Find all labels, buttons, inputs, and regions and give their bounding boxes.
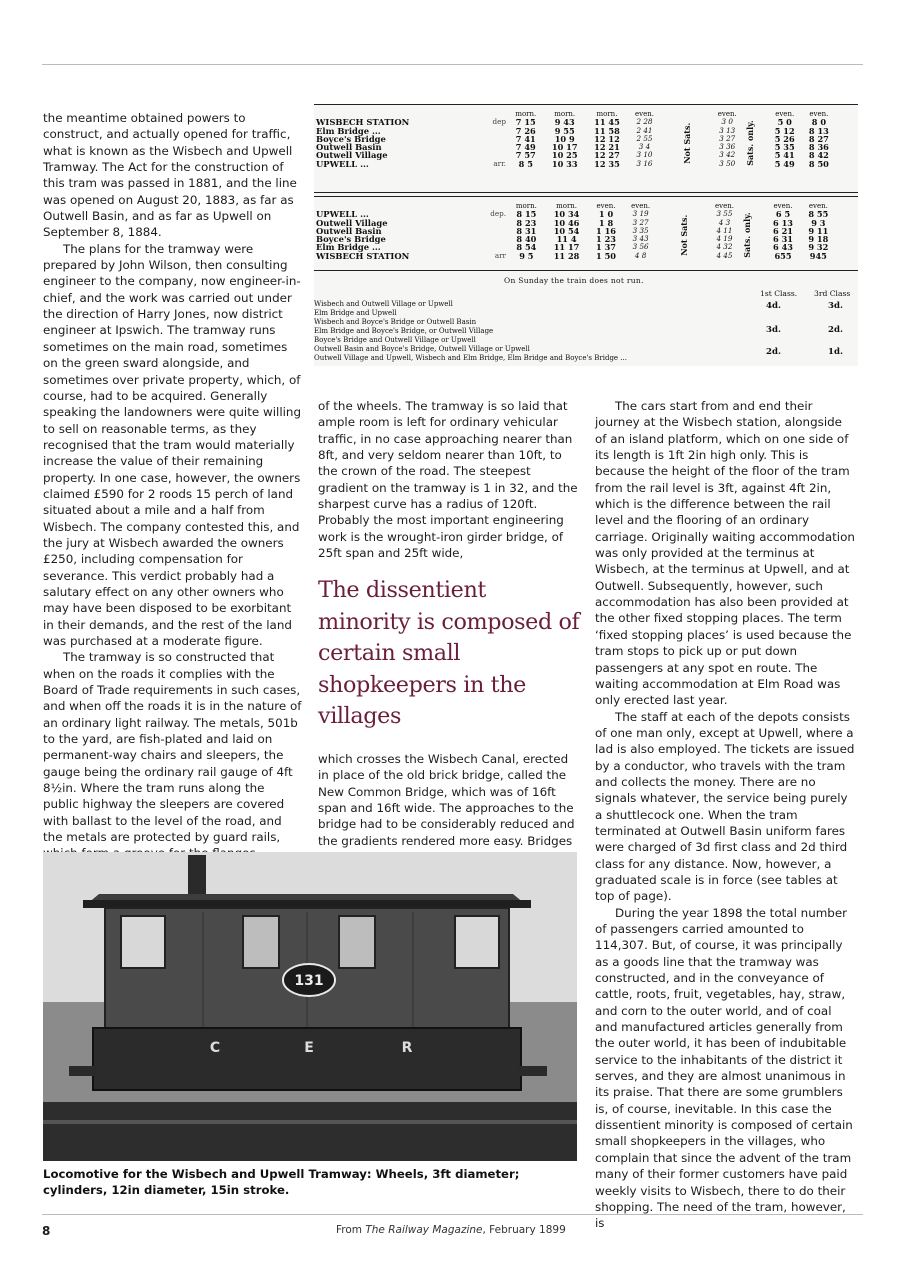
time-cell: 6 43 bbox=[773, 242, 793, 253]
station-name: Boyce's Bridge bbox=[316, 133, 386, 144]
time-cell: 3 27 bbox=[632, 217, 649, 227]
time-cell: 1 23 bbox=[596, 234, 616, 245]
time-cell: 10 46 bbox=[553, 217, 580, 228]
column-header: even. bbox=[596, 202, 616, 210]
time-cell: 6 5 bbox=[775, 209, 791, 220]
not-sats-label: Not Sats. bbox=[678, 214, 689, 256]
time-cell: 3 16 bbox=[636, 158, 653, 168]
header-rule bbox=[42, 64, 863, 65]
column-header: morn. bbox=[596, 110, 618, 118]
time-cell: 8 55 bbox=[808, 209, 829, 220]
dep-arr-mark: arr bbox=[494, 250, 506, 260]
locomotive-illustration bbox=[43, 852, 577, 1161]
time-cell: 4 45 bbox=[716, 250, 733, 260]
time-cell: 7 49 bbox=[515, 142, 536, 153]
source-credit bbox=[336, 1224, 566, 1236]
sats-only-label: Sats. only. bbox=[742, 212, 753, 258]
time-cell: 11 17 bbox=[553, 242, 580, 253]
time-cell: 9 32 bbox=[808, 242, 829, 253]
time-cell: 4 11 bbox=[716, 225, 733, 235]
station-name: UPWELL ... bbox=[316, 158, 369, 169]
not-sats-label: Not Sats. bbox=[681, 122, 692, 164]
column-header: even. bbox=[808, 202, 828, 210]
time-cell: 1 50 bbox=[596, 250, 616, 261]
time-cell: 11 45 bbox=[594, 117, 620, 128]
time-cell: 2 55 bbox=[636, 133, 653, 143]
time-cell: 8 54 bbox=[516, 242, 537, 253]
fare-route: Wisbech and Outwell Village or Upwell bbox=[314, 300, 453, 308]
time-cell: 4 3 bbox=[718, 217, 731, 227]
station-name: Outwell Village bbox=[316, 150, 388, 161]
time-cell: 5 49 bbox=[774, 158, 795, 169]
time-cell: 8 5 bbox=[518, 158, 533, 169]
article-paragraph: of the wheels. The tramway is so laid that ample room is left for ordinary vehicular traffic, in no case approaching nearer than 8ft, and very seldom nearer than 10ft, to the crown of the road. The steepest gradient on the tramway is 1 in 32, and the sharpest curve has a radius of 120ft. Probably the most important engineering work is the wrought-iron girder bridge, of 25ft span and 25ft wide, bbox=[318, 399, 578, 561]
time-cell: 945 bbox=[809, 250, 827, 261]
article-paragraph: which crosses the Wisbech Canal, erected in place of the old brick bridge, called the New Common Bridge, which was of 16ft span and 16ft wide. The approaches to the bridge had to be considerably reduced and the gradients rendered more easy. Bridges bbox=[318, 751, 575, 848]
time-cell: 3 19 bbox=[632, 209, 649, 219]
station-name: Elm Bridge ... bbox=[316, 242, 381, 253]
dep-arr-mark: arr. bbox=[493, 158, 506, 168]
fare-route: Outwell Village and Upwell, Wisbech and Elm Bridge, Elm Bridge and Boyce's Bridge ... bbox=[314, 354, 627, 362]
time-cell: 7 26 bbox=[515, 125, 536, 136]
fare-third: 3d. bbox=[828, 301, 843, 311]
dep-arr-mark bbox=[438, 227, 508, 235]
time-cell: 9 18 bbox=[808, 234, 829, 245]
timetable-row bbox=[314, 252, 858, 260]
lettering-c: C bbox=[209, 1040, 221, 1056]
fare-route: Elm Bridge and Upwell bbox=[314, 309, 397, 317]
time-cell: 3 13 bbox=[719, 125, 736, 135]
time-cell: 5 12 bbox=[774, 125, 795, 136]
footer-rule bbox=[42, 1214, 863, 1215]
station-name: Boyce's Bridge bbox=[316, 234, 386, 245]
dep-arr-mark: dep. bbox=[490, 209, 506, 219]
time-cell: 9 3 bbox=[811, 217, 826, 228]
time-cell: 6 31 bbox=[773, 234, 793, 245]
time-cell: 3 10 bbox=[636, 150, 653, 160]
time-cell: 8 31 bbox=[516, 225, 537, 236]
time-cell: 5 41 bbox=[774, 150, 795, 161]
station-name: Elm Bridge ... bbox=[316, 125, 381, 136]
station-name: WISBECH STATION bbox=[316, 117, 410, 128]
timetable-row bbox=[314, 160, 858, 168]
time-cell: 4 32 bbox=[716, 242, 733, 252]
dep-arr-mark bbox=[438, 235, 508, 243]
column-header: morn. bbox=[554, 110, 576, 118]
time-cell: 10 9 bbox=[554, 133, 575, 144]
column-header: morn. bbox=[515, 110, 537, 118]
time-cell: 9 55 bbox=[554, 125, 575, 136]
time-cell: 3 42 bbox=[719, 150, 736, 160]
time-cell: 8 27 bbox=[808, 133, 829, 144]
fare-first: 4d. bbox=[766, 301, 781, 311]
time-cell: 7 15 bbox=[515, 117, 536, 128]
fare-route: Outwell Basin and Boyce's Bridge, Outwell Village or Upwell bbox=[314, 345, 530, 353]
time-cell: 11 58 bbox=[594, 125, 620, 136]
timetable bbox=[314, 104, 858, 366]
column-header: even. bbox=[631, 202, 651, 210]
time-cell: 3 36 bbox=[719, 142, 736, 152]
time-cell: 3 35 bbox=[632, 225, 649, 235]
column-header: even. bbox=[714, 202, 734, 210]
time-cell: 7 41 bbox=[515, 133, 536, 144]
locomotive-photo bbox=[43, 852, 577, 1161]
time-cell: 8 23 bbox=[516, 217, 537, 228]
station-name: Outwell Village bbox=[316, 217, 388, 228]
time-cell: 6 21 bbox=[773, 225, 793, 236]
time-cell: 5 26 bbox=[774, 133, 795, 144]
time-cell: 10 25 bbox=[551, 150, 578, 161]
locomotive-number: 131 bbox=[294, 973, 324, 989]
time-cell: 12 12 bbox=[594, 133, 620, 144]
time-cell: 8 40 bbox=[516, 234, 537, 245]
column-header: morn. bbox=[556, 202, 578, 210]
station-name: UPWELL ... bbox=[316, 209, 369, 220]
article-paragraph: The cars start from and end their journey at the Wisbech station, alongside of an island platform, which on one side of its length is 1ft 2in high only. This is because the height of the floor of the tram from the rail level is 3ft, against 4ft 2in, which is the difference between the rail level and the flooring of an ordinary carriage. Originally waiting accommodation was only provided at the terminus at Wisbech, at the terminus at Upwell, and at Outwell. Subsequently, however, such accommodation has also been provided at the other fixed stopping places. The term ‘fixed stopping places’ is used because the tram stops to pick up or put down passengers at any spot en route. The waiting accommodation at Elm Road was only erected last year. bbox=[595, 399, 855, 708]
source-title: The Railway Magazine bbox=[365, 1224, 483, 1236]
time-cell: 4 8 bbox=[634, 250, 647, 260]
time-cell: 1 8 bbox=[598, 217, 614, 228]
fare-route: Boyce's Bridge and Outwell Village or Upwell bbox=[314, 336, 476, 344]
time-cell: 2 41 bbox=[636, 125, 653, 135]
time-cell: 9 43 bbox=[554, 117, 575, 128]
fare-first: 3d. bbox=[766, 325, 781, 335]
article-paragraph: the meantime obtained powers to construct, and actually opened for traffic, what is known as the Wisbech and Upwell Tramway. The Act for the construction of this tram was passed in 1881, and the line was opened on August 20, 1883, as far as Outwell Basin, and as far as Upwell on September 8, 1884. bbox=[43, 111, 297, 240]
time-cell: 3 0 bbox=[721, 117, 733, 127]
station-name: Outwell Basin bbox=[316, 142, 382, 153]
time-cell: 4 19 bbox=[716, 234, 733, 244]
sunday-note: On Sunday the train does not run. bbox=[504, 276, 644, 285]
dep-arr-mark bbox=[438, 143, 508, 151]
article-column-2 bbox=[318, 398, 580, 882]
station-name: WISBECH STATION bbox=[316, 250, 410, 261]
column-header: even. bbox=[634, 110, 654, 118]
fare-first: 2d. bbox=[766, 347, 781, 357]
time-cell: 7 57 bbox=[515, 150, 536, 161]
time-cell: 8 36 bbox=[808, 142, 829, 153]
time-cell: 2 28 bbox=[636, 117, 653, 127]
time-cell: 12 35 bbox=[594, 158, 620, 169]
time-cell: 3 56 bbox=[632, 242, 649, 252]
pull-quote: The dissentient minority is composed of certain small shopkeepers in the villages bbox=[318, 577, 580, 730]
time-cell: 10 33 bbox=[551, 158, 578, 169]
dep-arr-mark bbox=[438, 127, 508, 135]
time-cell: 10 17 bbox=[551, 142, 578, 153]
timetable-down bbox=[314, 110, 858, 168]
time-cell: 8 50 bbox=[808, 158, 829, 169]
article-column-1 bbox=[43, 110, 303, 862]
fare-route: Wisbech and Boyce's Bridge or Outwell Basin bbox=[314, 318, 477, 326]
dep-arr-mark: dep bbox=[492, 117, 506, 127]
time-cell: 8 0 bbox=[811, 117, 827, 128]
fare-route: Elm Bridge and Boyce's Bridge, or Outwell Village bbox=[314, 327, 494, 335]
time-cell: 12 21 bbox=[594, 142, 620, 153]
time-cell: 1 0 bbox=[598, 209, 614, 220]
fare-header-first: 1st Class. bbox=[760, 289, 798, 298]
time-cell: 3 55 bbox=[716, 209, 733, 219]
column-header: even. bbox=[775, 110, 795, 118]
time-cell: 8 13 bbox=[808, 125, 829, 136]
time-cell: 3 43 bbox=[632, 234, 649, 244]
timetable-up bbox=[314, 202, 858, 260]
time-cell: 11 28 bbox=[553, 250, 580, 261]
page-number: 8 bbox=[42, 1224, 51, 1238]
lettering-r: R bbox=[401, 1040, 413, 1056]
time-cell: 5 0 bbox=[777, 117, 792, 128]
column-header: even. bbox=[773, 202, 793, 210]
article-paragraph: The plans for the tramway were prepared by John Wilson, then consulting engineer to the company, now engineer-in-chief, and the work was carried out under the direction of Harry Jones, now district engineer at Ipswich. The tramway runs sometimes on the main road, sometimes on the green sward alongside, and sometimes over private property, which, of course, had to be acquired. Generally speaking the landowners were quite willing to sell on reasonable terms, as they recognised that the tram would materially increase the value of their remaining property. In one case, however, the owners claimed £590 for 2 roods 15 perch of land situated about a mile and a half from Wisbech. The company contested this, and the jury at Wisbech awarded the owners £250, including compensation for severance. This verdict probably had a salutary effect on any other owners who may have been disposed to be exorbitant in their demands, and the rest of the land was purchased at a moderate figure. bbox=[43, 241, 302, 648]
dep-arr-mark bbox=[438, 135, 508, 143]
time-cell: 3 4 bbox=[638, 142, 651, 152]
fare-header-third: 3rd Class bbox=[814, 289, 851, 298]
time-cell: 12 27 bbox=[594, 150, 620, 161]
time-cell: 1 16 bbox=[596, 225, 616, 236]
time-cell: 3 50 bbox=[719, 158, 736, 168]
time-cell: 6 13 bbox=[773, 217, 793, 228]
article-paragraph: During the year 1898 the total number of passengers carried amounted to 114,307. But, of course, it was principally as a goods line that the tramway was constructed, and in the conveyance of cattle, roots, fruit, vegetables, hay, straw, and corn to the outer world, and of coal and manufactured articles generally from the outer world, it has been of indubitable service to the inhabitants of the district it serves, and they are almost unanimous in its praise. That there are some grumblers is, of course, inevitable. In this case the dissentient minority is composed of certain small shopkeepers in the villages, who complain that since the advent of the tram many of their former customers have paid weekly visits to Wisbech, there to do their shopping. The need of the tram, however, is bbox=[595, 905, 853, 1231]
source-prefix: From bbox=[336, 1224, 366, 1236]
column-header: morn. bbox=[515, 202, 537, 210]
time-cell: 10 54 bbox=[553, 225, 580, 236]
time-cell: 9 5 bbox=[519, 250, 534, 261]
time-cell: 10 34 bbox=[553, 209, 580, 220]
dep-arr-mark bbox=[438, 219, 508, 227]
time-cell: 1 37 bbox=[596, 242, 616, 253]
fare-third: 1d. bbox=[828, 347, 843, 357]
column-header: even. bbox=[717, 110, 737, 118]
time-cell: 9 11 bbox=[808, 225, 829, 236]
time-cell: 11 4 bbox=[556, 234, 577, 245]
time-cell: 5 35 bbox=[774, 142, 795, 153]
column-header: even. bbox=[809, 110, 829, 118]
time-cell: 8 15 bbox=[516, 209, 537, 220]
time-cell: 3 27 bbox=[719, 133, 736, 143]
fare-third: 2d. bbox=[828, 325, 843, 335]
station-name: Outwell Basin bbox=[316, 225, 382, 236]
source-suffix: , February 1899 bbox=[482, 1224, 566, 1236]
sats-only-label: Sats. only. bbox=[744, 120, 755, 166]
photo-caption: Locomotive for the Wisbech and Upwell Tramway: Wheels, 3ft diameter; cylinders, 12in diameter, 15in stroke. bbox=[43, 1167, 520, 1198]
article-paragraph: The staff at each of the depots consists of one man only, except at Upwell, where a lad is also employed. The tickets are issued by a conductor, who travels with the tram and collects the money. There are no signals whatever, the service being purely a shuttlecock one. When the tram terminated at Outwell Basin uniform fares were charged of 3d first class and 2d third class for any distance. Now, however, a graduated scale is in force (see tables at top of page). bbox=[595, 709, 855, 904]
article-paragraph: The tramway is so constructed that when on the roads it complies with the Board of Trade requirements in such cases, and when off the roads it is in the nature of an ordinary light railway. The metals, 501b to the yard, are fish-plated and laid on permanent-way chairs and sleepers, the gauge being the ordinary rail gauge of 4ft 8½in. Where the tram runs along the public highway the sleepers are covered with ballast to the level of the road, and the metals are protected by guard rails, bbox=[43, 650, 302, 845]
article-column-3 bbox=[595, 398, 857, 1232]
time-cell: 8 42 bbox=[808, 150, 829, 161]
time-cell: 655 bbox=[774, 250, 792, 261]
lettering-e: E bbox=[304, 1040, 314, 1056]
